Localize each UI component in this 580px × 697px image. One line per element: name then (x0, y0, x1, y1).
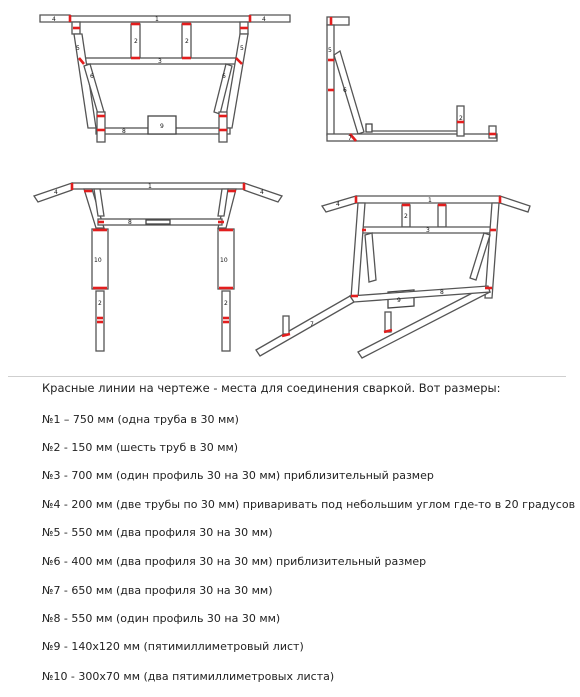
wall-view-drawing (34, 183, 282, 351)
front-label-1: 1 (155, 16, 159, 23)
front-label-5b: 5 (240, 45, 244, 52)
dimensions-caption (0, 372, 580, 697)
front-label-9: 9 (160, 123, 164, 130)
spec-item-6: №6 - 400 мм (два профиля 30 на 30 мм) приблизительный размер (42, 555, 427, 568)
front-label-6: 6 (90, 73, 94, 80)
wall-label-4b: 4 (260, 189, 264, 196)
spec-item-1: №1 – 750 мм (одна труба в 30 мм) (42, 413, 239, 426)
spec-item-5: №5 - 550 мм (два профиля 30 на 30 мм) (42, 526, 273, 539)
front-label-2: 2 (134, 38, 138, 45)
front-label-5: 5 (76, 45, 80, 52)
wall-label-8: 8 (128, 219, 132, 226)
spec-item-9: №9 - 140х120 мм (пятимиллиметровый лист) (42, 640, 304, 653)
spec-item-10: №10 - 300х70 мм (два пятимиллиметровых листа) (42, 670, 335, 683)
front-label-4b: 4 (262, 16, 266, 23)
persp-label-1: 1 (428, 197, 432, 204)
front-label-8: 8 (122, 128, 126, 135)
side-label-5: 5 (328, 47, 332, 54)
front-label-4: 4 (52, 16, 56, 23)
wall-label-4: 4 (54, 189, 58, 196)
side-label-7: 7 (348, 135, 352, 142)
spec-item-3: №3 - 700 мм (один профиль 30 на 30 мм) приблизительный размер (42, 469, 434, 482)
wall-label-10b: 10 (220, 257, 228, 264)
perspective-view-drawing (256, 196, 530, 358)
wall-label-2: 2 (98, 300, 102, 307)
spec-item-7: №7 - 650 мм (два профиля 30 на 30 мм) (42, 584, 273, 597)
intro-text: Красные линии на чертеже - места для соединения сваркой. Вот размеры: (42, 381, 501, 395)
front-label-3: 3 (158, 58, 162, 65)
persp-label-2: 2 (404, 213, 408, 220)
wall-label-1: 1 (148, 183, 152, 190)
spec-item-4: №4 - 200 мм (две трубы по 30 мм) приваривать под небольшим углом где-то в 20 градусов (42, 498, 576, 511)
wall-label-2b: 2 (224, 300, 228, 307)
spec-item-8: №8 - 550 мм (один профиль 30 на 30 мм) (42, 612, 281, 625)
persp-label-8: 8 (440, 289, 444, 296)
side-label-6: 6 (343, 87, 347, 94)
caption-divider (8, 376, 566, 377)
spec-item-2: №2 - 150 мм (шесть труб в 30 мм) (42, 441, 239, 454)
front-label-6b: 6 (222, 73, 226, 80)
persp-label-9: 9 (397, 297, 401, 304)
persp-label-3: 3 (426, 227, 430, 234)
persp-label-7: 7 (310, 321, 314, 328)
persp-label-4: 4 (336, 201, 340, 208)
side-view-drawing (327, 17, 497, 142)
front-view-drawing (40, 15, 290, 142)
side-label-2: 2 (459, 115, 463, 122)
front-label-2b: 2 (185, 38, 189, 45)
wall-label-10: 10 (94, 257, 102, 264)
